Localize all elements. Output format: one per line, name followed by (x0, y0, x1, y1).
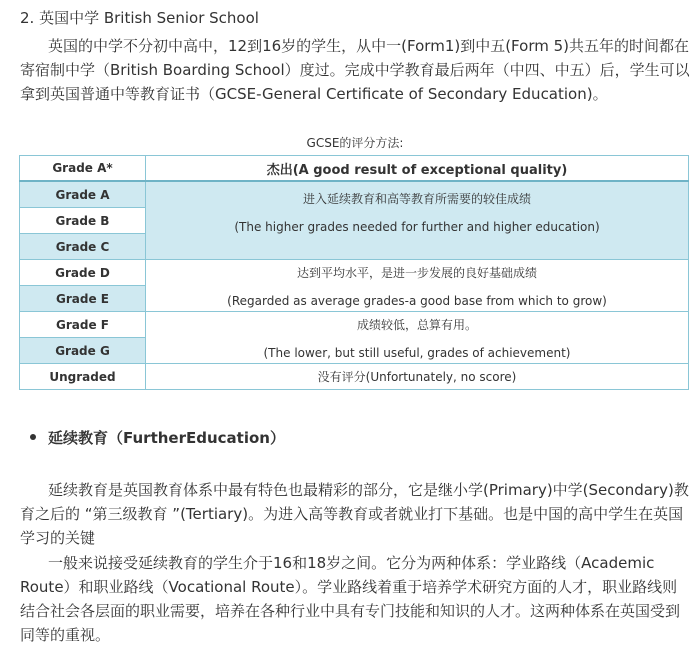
grade-astar-cell: Grade A* (20, 156, 146, 182)
ungraded-desc: 没有评分(Unfortunately, no score) (146, 364, 689, 390)
group-average-desc (146, 260, 689, 312)
grade-g-cell: Grade G (20, 338, 146, 364)
bullet-dot-icon (30, 434, 36, 440)
table-row (20, 364, 689, 390)
table-row (20, 181, 689, 208)
grade-e-cell: Grade E (20, 286, 146, 312)
grade-f-cell: Grade F (20, 312, 146, 338)
group-average-cn: 达到平均水平，是进一步发展的良好基础成绩 (296, 265, 537, 280)
table-row (20, 260, 689, 286)
grade-d-cell: Grade D (20, 260, 146, 286)
table-header-row (20, 156, 689, 182)
group-higher-desc (146, 181, 689, 260)
gcse-grading-table (19, 155, 689, 390)
group-lower-cn: 成绩较低，总算有用。 (356, 317, 477, 332)
grade-c-cell: Grade C (20, 234, 146, 260)
grade-astar-desc: 杰出(A good result of exceptional quality) (146, 156, 689, 182)
further-education-heading (30, 428, 285, 448)
group-lower-en: (The lower, but still useful, grades of achievement) (263, 345, 571, 360)
table-caption: GCSE的评分方法: (306, 136, 404, 150)
group-lower-desc (146, 312, 689, 364)
further-education-title: 延续教育（FurtherEducation） (48, 429, 285, 447)
grade-b-cell: Grade B (20, 208, 146, 234)
group-higher-cn: 进入延续教育和高等教育所需要的较佳成绩 (302, 191, 531, 206)
ungraded-cell: Ungraded (20, 364, 146, 390)
intro-paragraph: 英国的中学不分初中高中，12到16岁的学生，从中一(Form1)到中五(Form 5)共五年的时间都在寄宿制中学（British Boarding School）度过。完成中学教育最后两年（中四、中五）后，学生可以拿到英国普通中等教育证书（GCSE-General Certificate of Secondary Education)。 (20, 37, 690, 103)
group-average-en: (Regarded as average grades-a good base from which to grow) (227, 293, 607, 308)
further-paragraph-2: 一般来说接受延续教育的学生介于16和18岁之间。它分为两种体系：学业路线（Academic Route）和职业路线（Vocational Route）。学业路线着重于培养学术研究方面的人才，职业路线则结合社会各层面的职业需要，培养在各种行业中具有专门技能和知识的人才。这两种体系在英国受到同等的重视。 (20, 554, 681, 644)
further-paragraph-1: 延续教育是英国教育体系中最有特色也最精彩的部分，它是继小学(Primary)中学(Secondary)教育之后的 “第三级教育 ”(Tertiary)。为进入高等教育或者就业打下基础。也是中国的高中学生在英国学习的关键 (20, 481, 689, 547)
grade-a-cell: Grade A (20, 181, 146, 208)
table-row (20, 312, 689, 338)
group-higher-en: (The higher grades needed for further and higher education) (234, 219, 600, 234)
section-heading: 2. 英国中学 British Senior School (20, 9, 259, 27)
